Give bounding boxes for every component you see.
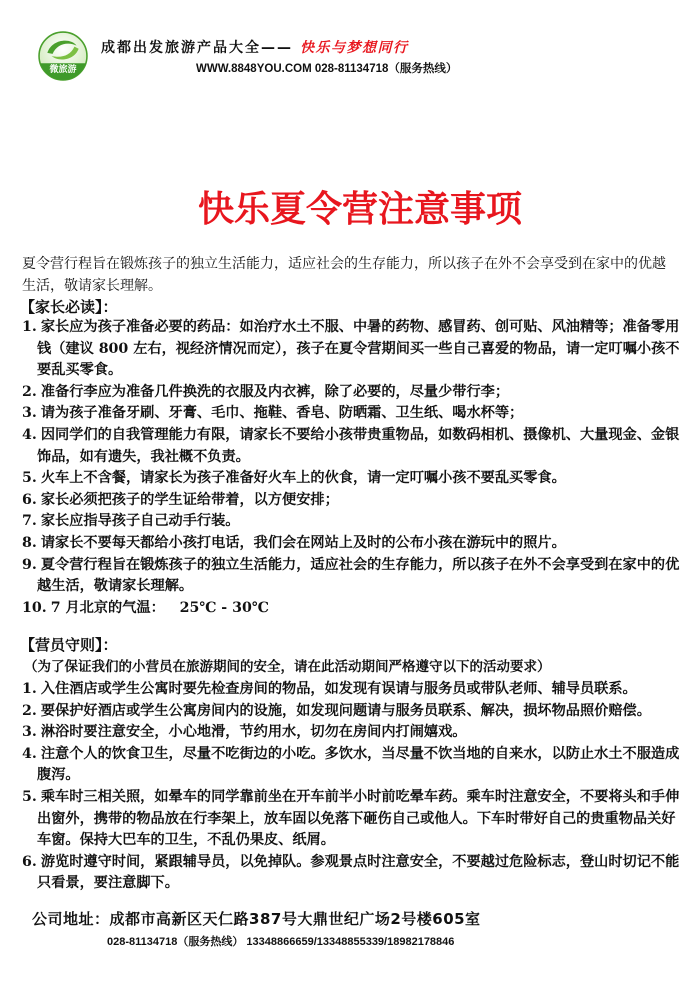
item-text: 家长应指导孩子自己动手行装。 [40,513,240,530]
item-number: 1. [22,681,37,697]
item-text: 注意个人的饮食卫生，尽量不吃街边的小吃。多饮水，当尽量不饮当地的自来水，以防止水土不服造成腹泻。 [37,745,680,784]
item-number: 6. [22,491,37,508]
item-text: 要保护好酒店或学生公寓房间内的设施，如发现问题请与服务员联系、解决，损坏物品照价赔偿。 [40,702,651,719]
parents-list-item [22,511,680,533]
item-number: 5. [22,470,37,487]
item-text: 请家长不要每天都给小孩打电话，我们会在网站上及时的公布小孩在游玩中的照片。 [40,534,566,551]
campers-list-item [22,722,680,744]
company-address: 公司地址：成都市高新区天仁路387号大鼎世纪广场2号楼605室 [32,910,481,928]
item-number: 2. [22,702,37,719]
company-logo [38,31,88,81]
item-text: 请为孩子准备牙刷、牙膏、毛巾、拖鞋、香皂、防晒霜、卫生纸、喝水杯等； [40,405,524,422]
parents-list-item [22,555,680,598]
item-number: 4. [22,745,37,762]
header-tagline: 成都出发旅游产品大全—— [101,40,293,56]
item-number: 3. [22,405,37,422]
item-number: 6. [22,853,37,870]
company-phones: 028-81134718（服务热线） 13348866659/13348855339/18982178846 [107,936,455,948]
parents-list-item [22,468,680,490]
header-contact: WWW.8848YOU.COM 028-81134718（服务热线） [196,63,458,75]
item-text: 家长必须把孩子的学生证给带着，以方便安排； [40,491,339,508]
logo-text: 微旅游 [49,65,77,75]
header-slogan: 快乐与梦想同行 [300,40,409,56]
intro-paragraph: 夏令营行程旨在锻炼孩子的独立生活能力，适应社会的生存能力，所以孩子在外不会享受到在家中的优越生活，敬请家长理解。 [22,256,666,294]
item-text: 乘车时三相关照，如晕车的同学靠前坐在开车前半小时前吃晕车药。乘车时注意安全，不要将头和手伸出窗外，携带的物品放在行李架上，放车固以免落下砸伤自己或他人。下车时带好自己的贵重物品关好车窗。保持大巴车的卫生，不乱仍果皮、纸屑。 [37,788,680,849]
campers-list-item [22,679,680,701]
parents-heading: 【家长必读】： [20,298,118,316]
item-text: 淋浴时要注意安全，小心地滑，节约用水，切勿在房间内打闹嬉戏。 [40,724,467,741]
parents-list-item [22,533,680,555]
campers-list [22,679,680,895]
item-text: 游览时遵守时间，紧跟辅导员，以免掉队。参观景点时注意安全，不要越过危险标志，登山时切记不能只看景，要注意脚下。 [37,853,680,892]
campers-note: （为了保证我们的小营员在旅游期间的安全，请在此活动期间严格遵守以下的活动要求） [24,659,551,675]
parents-list-item [22,317,680,382]
campers-list-item [22,787,680,852]
parents-list-item [22,598,680,620]
item-number: 4. [22,426,37,443]
item-number: 5. [22,788,37,805]
campers-list-item [22,744,680,787]
item-text: 入住酒店或学生公寓时要先检查房间的物品，如发现有误请与服务员或带队老师、辅导员联系。 [40,681,637,697]
parents-list-item [22,490,680,512]
item-text: 夏令营行程旨在锻炼孩子的独立生活能力，适应社会的生存能力，所以孩子在外不会享受到在家中的优越生活，敬请家长理解。 [37,556,680,595]
campers-list-item [22,852,680,895]
item-number: 7. [22,513,37,530]
parents-list-item [22,403,680,425]
page-title: 快乐夏令营注意事项 [197,188,522,230]
parents-list-item [22,382,680,404]
item-text: 家长应为孩子准备必要的药品：如治疗水土不服、中暑的药物、感冒药、创可贴、风油精等；准备零用钱（建议 800 左右，视经济情况而定），孩子在夏令营期间买一些自己喜爱的物品，请一定叮嘱小孩不要乱买零食。 [37,319,680,379]
item-text: 因同学们的自我管理能力有限，请家长不要给小孩带贵重物品，如数码相机、摄像机、大量现金、金银饰品，如有遗失，我社概不负责。 [37,426,680,465]
parents-list-item [22,425,680,468]
item-text: 火车上不含餐，请家长为孩子准备好火车上的伙食，请一定叮嘱小孩不要乱买零食。 [40,470,566,487]
item-number: 10. [22,599,47,616]
campers-heading: 【营员守则】： [20,636,118,654]
campers-list-item [22,701,680,723]
item-number: 1. [22,319,37,335]
parents-list [22,317,680,619]
item-number: 9. [22,556,37,573]
item-number: 8. [22,534,37,551]
item-number: 3. [22,724,37,741]
item-text: 7 月北京的气温： 25℃ - 30℃ [50,599,269,616]
item-number: 2. [22,383,37,400]
item-text: 准备行李应为准备几件换洗的衣服及内衣裤，除了必要的，尽量少带行李； [40,383,510,400]
